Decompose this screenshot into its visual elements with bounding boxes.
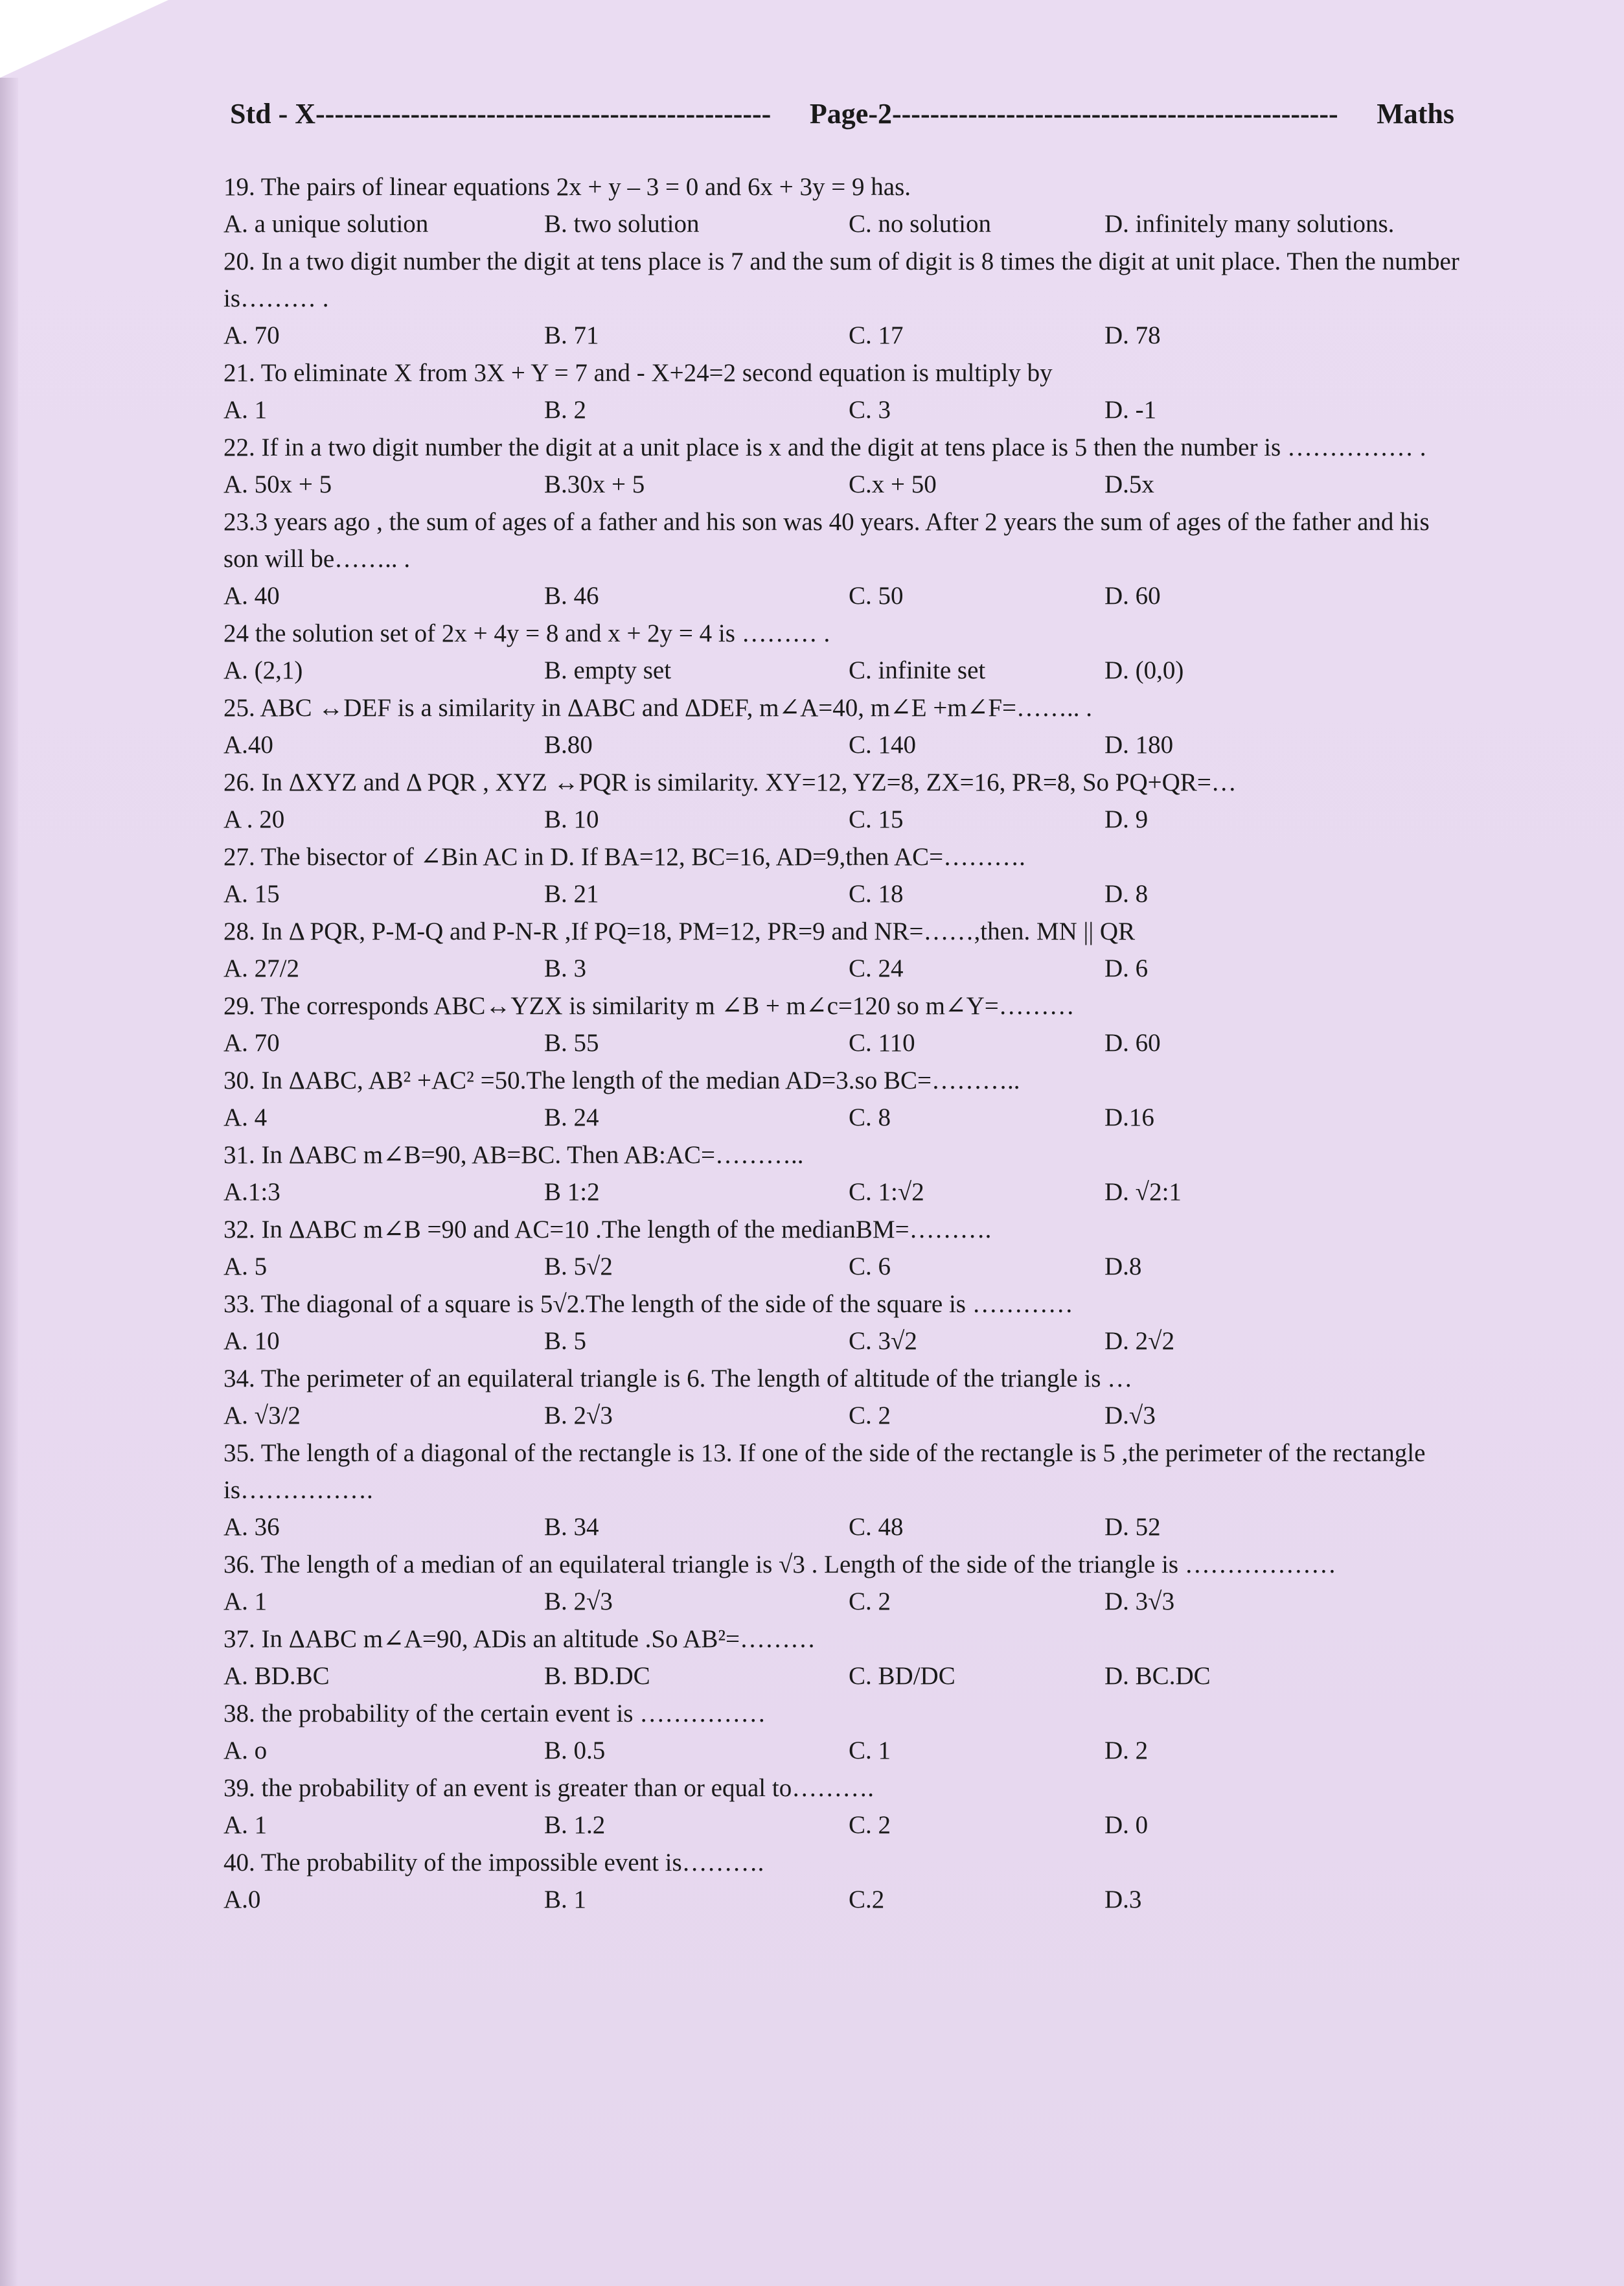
option-a: A. 1 (223, 1811, 268, 1839)
option-a: A . 20 (223, 805, 285, 833)
question-text: 22. If in a two digit number the digit at a unit place is x and the digit at tens place is 5 then the number is …………… . (223, 433, 1426, 461)
question-block (223, 689, 1467, 764)
question-block (223, 503, 1467, 615)
option-c: C. 6 (849, 1253, 891, 1280)
question-text: 25. ABC ↔DEF is a similarity in ΔABC and ΔDEF, m∠A=40, m∠E +m∠F=…….. . (223, 694, 1093, 722)
option-d: D.√3 (1104, 1402, 1156, 1429)
option-c: C. infinite set (849, 656, 986, 684)
question-block (223, 764, 1467, 838)
option-c: C. 2 (849, 1402, 891, 1429)
option-b: B. 2 (544, 396, 587, 424)
answer-options (223, 950, 1467, 987)
option-c: C. 3√2 (849, 1327, 917, 1355)
question-text: 32. In ΔABC m∠B =90 and AC=10 .The length of the medianBM=………. (223, 1216, 992, 1243)
option-a: A. 5 (223, 1253, 268, 1280)
answer-options (223, 1732, 1467, 1770)
answer-options (223, 652, 1467, 689)
question-text: 31. In ΔABC m∠B=90, AB=BC. Then AB:AC=……….. (223, 1141, 804, 1169)
option-a: A. 40 (223, 582, 280, 610)
question-list (223, 168, 1467, 1919)
option-b: B. 5 (544, 1327, 587, 1355)
question-text: 36. The length of a median of an equilateral triangle is √3 . Length of the side of the triangle is ……………… (223, 1551, 1336, 1578)
option-b: B. 71 (544, 321, 599, 349)
answer-options (223, 875, 1467, 913)
option-d: D. √2:1 (1104, 1178, 1182, 1206)
question-block (223, 615, 1467, 689)
question-text: 21. To eliminate X from 3X + Y = 7 and - X+24=2 second equation is multiply by (223, 359, 1053, 387)
question-text: 19. The pairs of linear equations 2x + y – 3 = 0 and 6x + 3y = 9 has. (223, 173, 911, 201)
option-c: C. 110 (849, 1029, 915, 1057)
option-c: C. 50 (849, 582, 904, 610)
option-c: C. 1:√2 (849, 1178, 924, 1206)
header-subject: Maths (1377, 98, 1454, 130)
option-b: B. two solution (544, 210, 700, 238)
option-a: A.1:3 (223, 1178, 280, 1206)
question-text: 39. the probability of an event is greater than or equal to………. (223, 1774, 874, 1802)
option-b: B. 34 (544, 1513, 599, 1541)
answer-options (223, 801, 1467, 838)
option-c: C.2 (849, 1886, 885, 1913)
option-d: D. 52 (1104, 1513, 1161, 1541)
question-block (223, 243, 1467, 354)
option-d: D. 3√3 (1104, 1588, 1175, 1615)
option-b: B. BD.DC (544, 1662, 650, 1690)
question-block (223, 1137, 1467, 1211)
question-block (223, 1435, 1467, 1546)
option-d: D. 180 (1104, 731, 1174, 759)
option-b: B. empty set (544, 656, 672, 684)
option-c: C. 24 (849, 954, 904, 982)
option-b: B.30x + 5 (544, 470, 645, 498)
option-a: A.0 (223, 1886, 261, 1913)
option-b: B. 1 (544, 1886, 587, 1913)
question-block (223, 354, 1467, 429)
answer-options (223, 205, 1467, 243)
question-text: 26. In ΔXYZ and Δ PQR , XYZ ↔PQR is similarity. XY=12, YZ=8, ZX=16, PR=8, So PQ+QR=… (223, 768, 1237, 796)
answer-options (223, 391, 1467, 429)
option-a: A. 1 (223, 1588, 268, 1615)
option-a: A. 27/2 (223, 954, 299, 982)
question-text: 34. The perimeter of an equilateral triangle is 6. The length of altitude of the triangle is … (223, 1365, 1133, 1392)
page-header (230, 97, 1454, 130)
option-d: D. 60 (1104, 1029, 1161, 1057)
question-text: 28. In Δ PQR, P-M-Q and P-N-R ,If PQ=18, PM=12, PR=9 and NR=……,then. MN || QR (223, 918, 1136, 945)
option-d: D. 8 (1104, 880, 1149, 908)
option-a: A. 36 (223, 1513, 280, 1541)
option-c: C. 15 (849, 805, 904, 833)
question-text: 20. In a two digit number the digit at tens place is 7 and the sum of digit is 8 times the digit at unit place. Then the number is……… . (223, 248, 1459, 312)
option-c: C. 140 (849, 731, 917, 759)
header-page: Page-2----------------------------------------------- (809, 98, 1338, 130)
question-block (223, 429, 1467, 503)
option-a: A. 1 (223, 396, 268, 424)
answer-options (223, 1657, 1467, 1695)
option-b: B. 5√2 (544, 1253, 613, 1280)
option-a: A. o (223, 1737, 268, 1764)
option-c: C. 48 (849, 1513, 904, 1541)
option-d: D. (0,0) (1104, 656, 1184, 684)
option-c: C. 2 (849, 1588, 891, 1615)
question-text: 29. The corresponds ABC↔YZX is similarity m ∠B + m∠c=120 so m∠Y=……… (223, 992, 1075, 1020)
option-a: A. 50x + 5 (223, 470, 332, 498)
option-d: D. 6 (1104, 954, 1149, 982)
answer-options (223, 1322, 1467, 1360)
option-a: A. a unique solution (223, 210, 429, 238)
question-text: 24 the solution set of 2x + 4y = 8 and x + 2y = 4 is ……… . (223, 619, 830, 647)
page-edge-shadow (0, 78, 18, 2286)
question-text: 23.3 years ago , the sum of ages of a father and his son was 40 years. After 2 years the sum of ages of the father and his son will be…….. . (223, 508, 1430, 573)
option-c: C. 18 (849, 880, 904, 908)
question-text: 38. the probability of the certain event is …………… (223, 1700, 766, 1727)
answer-options (223, 1397, 1467, 1435)
option-a: A. (2,1) (223, 656, 303, 684)
question-block (223, 168, 1467, 243)
option-b: B. 46 (544, 582, 599, 610)
option-a: A. 70 (223, 321, 280, 349)
option-a: A. 70 (223, 1029, 280, 1057)
answer-options (223, 577, 1467, 615)
question-block (223, 1770, 1467, 1844)
question-block (223, 1211, 1467, 1286)
question-text: 33. The diagonal of a square is 5√2.The length of the side of the square is ………… (223, 1290, 1073, 1318)
option-b: B. 55 (544, 1029, 599, 1057)
question-block (223, 987, 1467, 1062)
option-d: D.8 (1104, 1253, 1142, 1280)
option-c: C. 8 (849, 1103, 891, 1131)
option-d: D. infinitely many solutions. (1104, 210, 1395, 238)
option-d: D.3 (1104, 1886, 1142, 1913)
question-text: 35. The length of a diagonal of the rectangle is 13. If one of the side of the rectangle is 5 ,the perimeter of the rectangle is……………. (223, 1439, 1426, 1504)
question-block (223, 1062, 1467, 1137)
option-d: D. 0 (1104, 1811, 1149, 1839)
question-block (223, 1286, 1467, 1360)
answer-options (223, 317, 1467, 354)
option-d: D. 2√2 (1104, 1327, 1175, 1355)
option-d: D. -1 (1104, 396, 1157, 424)
option-d: D. 60 (1104, 582, 1161, 610)
option-c: C. 2 (849, 1811, 891, 1839)
option-b: B. 3 (544, 954, 587, 982)
option-d: D. 2 (1104, 1737, 1149, 1764)
question-block (223, 913, 1467, 987)
option-c: C. 1 (849, 1737, 891, 1764)
answer-options (223, 1099, 1467, 1137)
option-a: A. √3/2 (223, 1402, 301, 1429)
option-c: C. 17 (849, 321, 904, 349)
question-block (223, 1621, 1467, 1695)
option-b: B. 24 (544, 1103, 599, 1131)
option-d: D. 78 (1104, 321, 1161, 349)
option-a: A. 10 (223, 1327, 280, 1355)
folded-corner (0, 0, 168, 78)
option-d: D. 9 (1104, 805, 1149, 833)
option-b: B. 0.5 (544, 1737, 606, 1764)
option-a: A.40 (223, 731, 273, 759)
question-block (223, 1695, 1467, 1770)
answer-options (223, 1173, 1467, 1211)
answer-options (223, 466, 1467, 503)
option-b: B. 2√3 (544, 1402, 613, 1429)
answer-options (223, 1024, 1467, 1062)
answer-options (223, 1807, 1467, 1844)
option-c: C.x + 50 (849, 470, 937, 498)
question-block (223, 1844, 1467, 1919)
question-text: 30. In ΔABC, AB² +AC² =50.The length of the median AD=3.so BC=……….. (223, 1067, 1020, 1094)
option-b: B. 2√3 (544, 1588, 613, 1615)
option-a: A. 4 (223, 1103, 268, 1131)
answer-options (223, 1248, 1467, 1286)
option-b: B. 10 (544, 805, 599, 833)
question-block (223, 1360, 1467, 1435)
question-text: 27. The bisector of ∠Bin AC in D. If BA=12, BC=16, AD=9,then AC=………. (223, 843, 1025, 871)
option-a: A. 15 (223, 880, 280, 908)
option-b: B.80 (544, 731, 593, 759)
option-d: D.5x (1104, 470, 1154, 498)
question-text: 40. The probability of the impossible event is………. (223, 1849, 764, 1876)
answer-options (223, 1881, 1467, 1919)
header-std: Std - X------------------------------------------------ (230, 98, 772, 130)
option-a: A. BD.BC (223, 1662, 330, 1690)
option-c: C. no solution (849, 210, 991, 238)
question-block (223, 1546, 1467, 1621)
option-d: D. BC.DC (1104, 1662, 1211, 1690)
answer-options (223, 1508, 1467, 1546)
option-d: D.16 (1104, 1103, 1154, 1131)
option-c: C. BD/DC (849, 1662, 955, 1690)
question-block (223, 838, 1467, 913)
option-b: B 1:2 (544, 1178, 600, 1206)
option-c: C. 3 (849, 396, 891, 424)
question-text: 37. In ΔABC m∠A=90, ADis an altitude .So AB²=……… (223, 1625, 816, 1653)
option-b: B. 21 (544, 880, 599, 908)
option-b: B. 1.2 (544, 1811, 606, 1839)
answer-options (223, 1583, 1467, 1621)
answer-options (223, 726, 1467, 764)
